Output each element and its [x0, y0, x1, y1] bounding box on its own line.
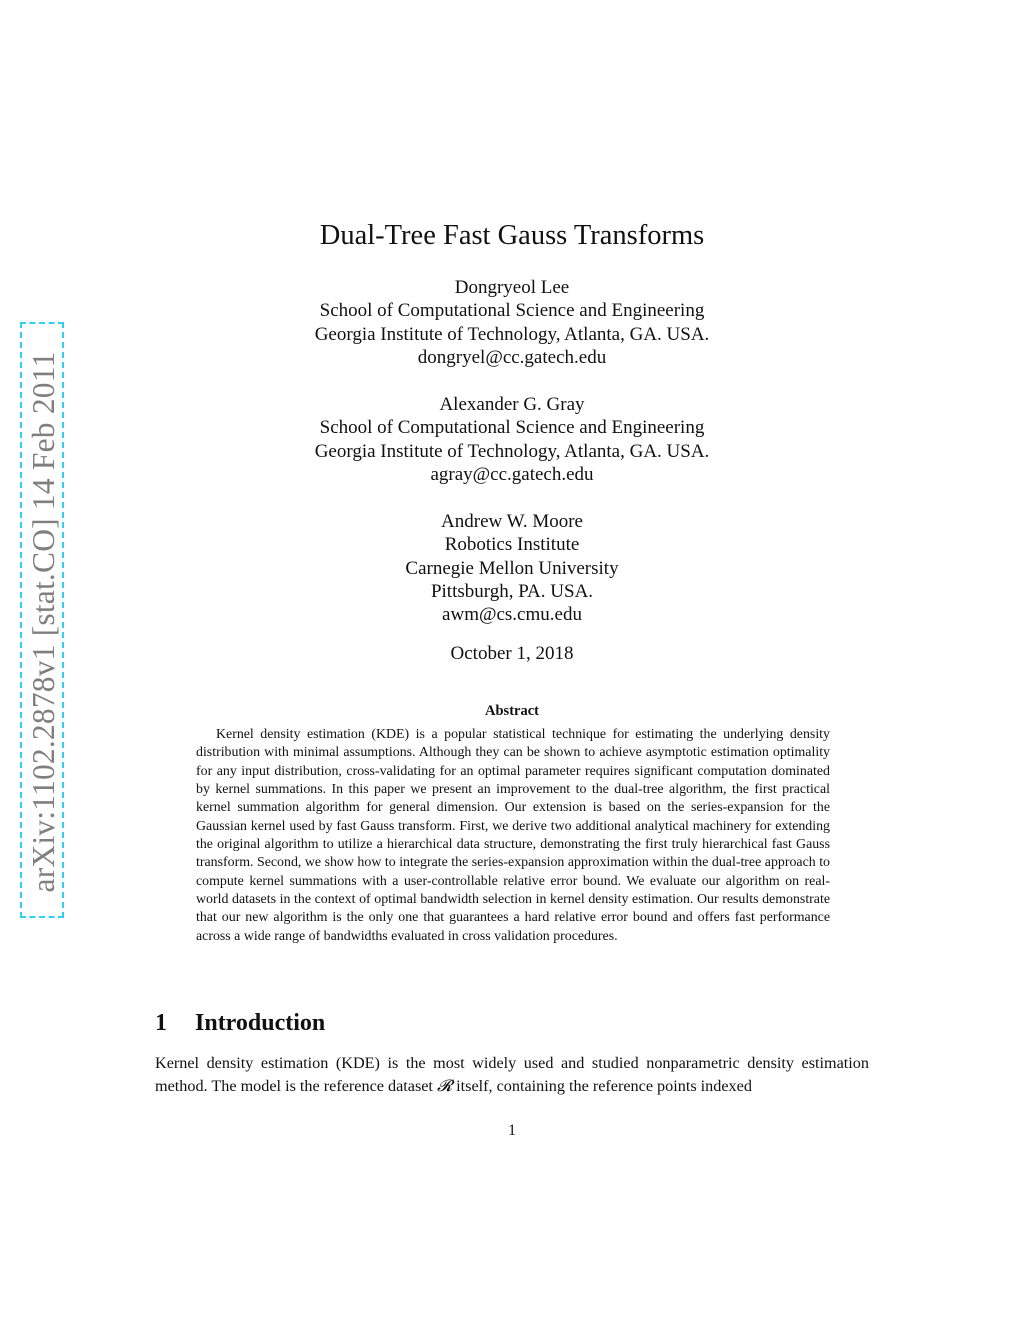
author-name: Alexander G. Gray	[439, 394, 585, 415]
page-number: 1	[508, 1122, 516, 1139]
section-number: 1	[155, 1010, 167, 1036]
section-heading	[155, 1010, 325, 1037]
author-block-2	[0, 393, 1024, 486]
abstract-text: Kernel density estimation (KDE) is a popular statistical technique for estimating the underlying density distribution with minimal assumptions. Although they can be shown to achieve asymptotic estimation optimality for any input distribution, cross-validating for an optimal parameter requires significant computation dominated by kernel summations. In this paper we present an improvement to the dual-tree algorithm, the first practical kernel summation algorithm for general dimension. Our extension is based on the series-expansion for the Gaussian kernel used by fast Gauss transform. First, we derive two additional analytical machinery for extending the original algorithm to utilize a hierarchical data structure, demonstrating the first truly hierarchical fast Gauss transform. Second, we show how to integrate the series-expansion approximation within the dual-tree approach to compute kernel summations with a user-controllable relative error bound. We evaluate our algorithm on real-world datasets in the context of optimal bandwidth selection in kernel density estimation. Our results demonstrate that our new algorithm is the only one that guarantees a hard relative error bound and offers fast performance across a wide range of bandwidths evaluated in cross validation procedures.	[196, 727, 830, 944]
author-name: Andrew W. Moore	[441, 511, 583, 532]
section-title: Introduction	[195, 1010, 326, 1036]
author-affiliation: Robotics Institute	[444, 534, 580, 556]
author-affiliation: School of Computational Science and Engineering	[319, 300, 705, 322]
author-affiliation: Georgia Institute of Technology, Atlanta, GA. USA.	[314, 440, 710, 462]
intro-text-part-2: itself, containing the reference points indexed	[452, 1076, 752, 1095]
abstract-heading: Abstract	[485, 703, 539, 719]
author-affiliation: Pittsburgh, PA. USA.	[430, 580, 594, 602]
author-email: dongryel@cc.gatech.edu	[417, 346, 607, 368]
introduction-text	[155, 1052, 869, 1097]
author-affiliation: School of Computational Science and Engineering	[319, 417, 705, 439]
author-block-1	[0, 276, 1024, 369]
author-affiliation: Georgia Institute of Technology, Atlanta, GA. USA.	[314, 323, 710, 345]
paper-date: October 1, 2018	[450, 643, 574, 664]
intro-text-part-1: Kernel density estimation (KDE) is the most widely used and studied nonparametric density estimation method. The model is the reference dataset	[155, 1054, 869, 1095]
author-email: awm@cs.cmu.edu	[442, 604, 582, 626]
author-affiliation: Carnegie Mellon University	[405, 557, 619, 579]
paper-title: Dual-Tree Fast Gauss Transforms	[319, 220, 705, 251]
author-block-3	[0, 510, 1024, 626]
author-name: Dongryeol Lee	[454, 277, 570, 298]
author-email: agray@cc.gatech.edu	[430, 463, 594, 485]
reference-dataset-symbol: 𝓡	[436, 1076, 453, 1095]
arxiv-identifier[interactable]: arXiv:1102.2878v1 [stat.CO] 14 Feb 2011	[26, 351, 61, 893]
